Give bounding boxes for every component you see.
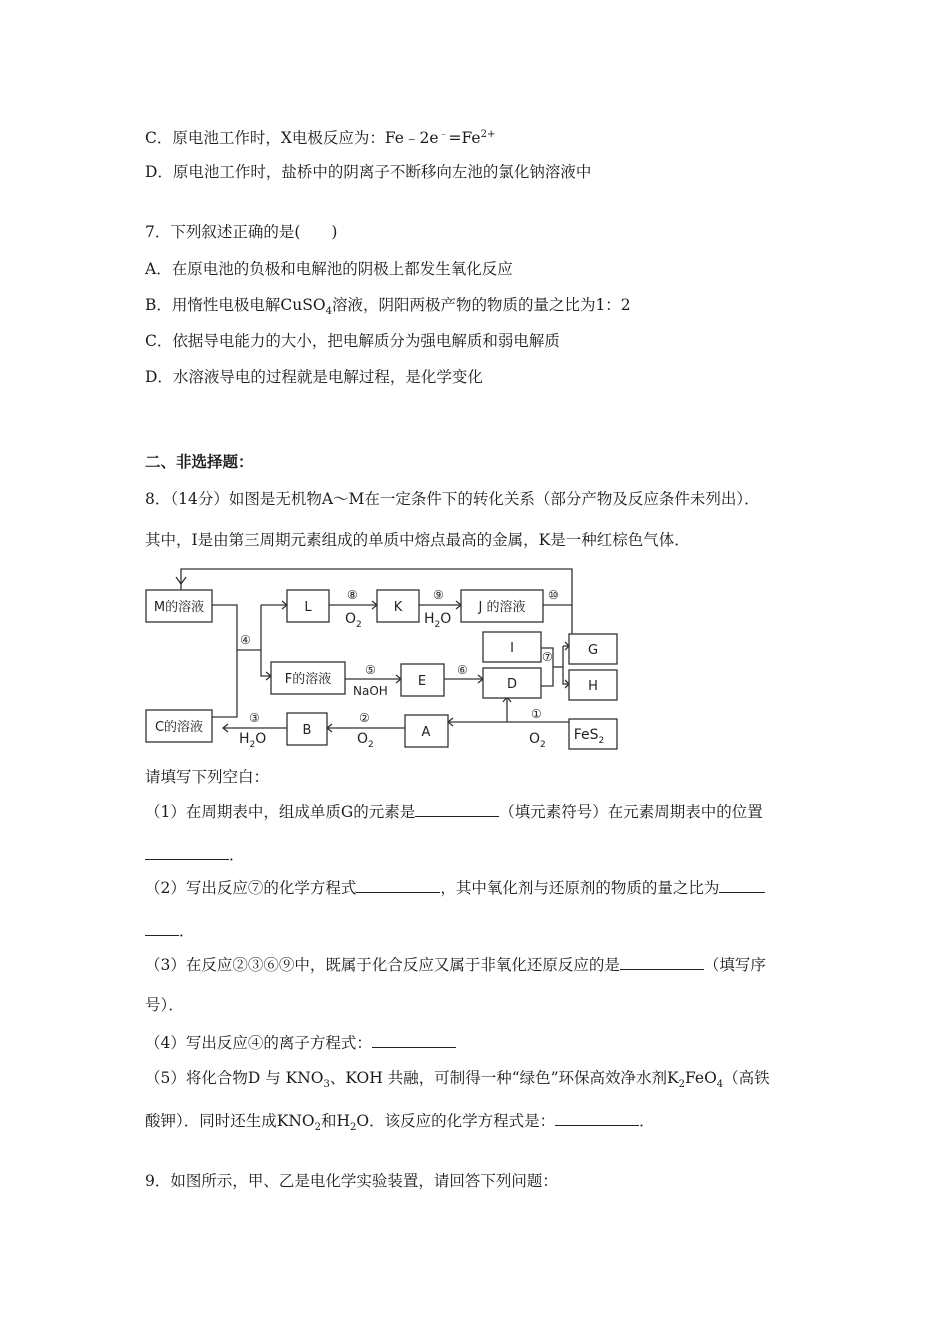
- q7-b-post: 溶液，阴阳两极产物的物质的量之比为1：2: [331, 296, 631, 314]
- reaction-9-label: ⑨: [433, 588, 444, 602]
- label-e: E: [417, 674, 427, 689]
- reaction-9-reagent: $H_2O$: [424, 611, 452, 630]
- q8-p5-sub-f: 2: [350, 1122, 357, 1134]
- q8-part-2-cont: [145, 921, 195, 941]
- label-a: A: [421, 725, 431, 740]
- q7-b-sub: 4: [325, 306, 332, 318]
- answer-blank-1b[interactable]: [145, 845, 229, 860]
- q9-stem: 9．如图所示，甲、乙是电化学实验装置，请回答下列问题：: [145, 1172, 558, 1190]
- reaction-3-reagent: $H_2O$: [239, 731, 267, 750]
- q7-option-d: D．水溶液导电的过程就是电解过程，是化学变化: [145, 368, 483, 386]
- q7-stem: 7．下列叙述正确的是( ): [145, 223, 338, 241]
- answer-blank-2b[interactable]: [719, 878, 765, 893]
- label-k: K: [393, 600, 403, 615]
- reaction-7-label: ⑦: [542, 650, 553, 664]
- q8-p5-text-b: 、KOH 共融，可制得一种“绿色”环保高效净水剂K: [329, 1069, 679, 1087]
- q8-p1-text-c: ．: [229, 846, 245, 864]
- reaction-2-reagent: $O_2$: [357, 731, 374, 750]
- q6-c-sup2: 2+: [480, 129, 496, 140]
- q8-p2-text-b: ，其中氧化剂与还原剂的物质的量之比为: [440, 879, 720, 897]
- reaction-5-label: ⑤: [365, 663, 376, 677]
- q6-c-mid: =Fe: [448, 129, 481, 148]
- q8-part-3-cont: 号）．: [145, 996, 184, 1014]
- q8-stem-1: 8．（14分）如图是无机物A～M在一定条件下的转化关系（部分产物及反应条件未列出）．: [145, 490, 760, 508]
- q8-prompt: 请填写下列空白：: [145, 768, 270, 786]
- q8-p5-sub-a: 3: [323, 1079, 330, 1091]
- q8-p5-text-c: FeO: [685, 1069, 717, 1087]
- answer-blank-5[interactable]: [555, 1111, 639, 1126]
- label-f: F的溶液: [284, 672, 332, 687]
- answer-blank-3[interactable]: [620, 955, 704, 970]
- q8-part-1: [145, 802, 763, 822]
- reaction-6-label: ⑥: [457, 663, 468, 677]
- q8-p5-text-h: ．: [639, 1112, 655, 1130]
- label-d: D: [506, 677, 518, 692]
- q8-part-5-cont: [145, 1111, 655, 1138]
- reaction-3-label: ③: [249, 711, 260, 725]
- label-l: L: [304, 600, 312, 615]
- wire-7-split: [563, 646, 569, 684]
- reaction-5-reagent: NaOH: [353, 684, 388, 698]
- label-j: J 的溶液: [478, 600, 526, 615]
- reaction-2-label: ②: [359, 711, 370, 725]
- reaction-4-label: ④: [240, 633, 251, 647]
- q8-part-3: [145, 955, 766, 975]
- q8-p2-text-a: （2）写出反应⑦的化学方程式: [145, 879, 357, 897]
- label-g: G: [587, 643, 599, 658]
- q8-p5-text-e: 酸钾）．同时还生成KNO: [145, 1112, 315, 1130]
- q8-p4-text: （4）写出反应④的离子方程式：: [145, 1034, 372, 1052]
- q7-option-c: C．依据导电能力的大小，把电解质分为强电解质和弱电解质: [145, 332, 560, 350]
- q8-part-4: [145, 1033, 456, 1053]
- answer-blank-1a[interactable]: [415, 802, 499, 817]
- q8-p5-text-d: （高铁: [723, 1069, 770, 1087]
- q8-p1-text-b: （填元素符号）在元素周期表中的位置: [499, 803, 763, 821]
- q8-p5-sub-c: 4: [716, 1079, 724, 1091]
- q8-p3-text-a: （3）在反应②③⑥⑨中，既属于化合反应又属于非氧化还原反应的是: [145, 956, 620, 974]
- section-heading: 二、非选择题：: [145, 453, 254, 471]
- q7-option-a: A．在原电池的负极和电解池的阴极上都发生氧化反应: [145, 260, 513, 278]
- q6-option-c: [145, 125, 495, 148]
- label-i: I: [510, 641, 514, 656]
- reaction-1-label: ①: [531, 707, 542, 721]
- q8-p5-sub-b: 2: [678, 1079, 685, 1091]
- q8-p1-text-a: （1）在周期表中，组成单质G的元素是: [145, 803, 416, 821]
- wire-m-c: [212, 605, 237, 717]
- q6-c-sup1: ﹣: [438, 129, 449, 140]
- conversion-diagram: [143, 562, 623, 752]
- q8-p2-text-c: ．: [179, 922, 195, 940]
- answer-blank-2b-cont[interactable]: [145, 921, 179, 936]
- label-c: C的溶液: [154, 720, 204, 735]
- q8-p3-text-b: （填写序: [703, 956, 766, 974]
- q8-p5-text-a: （5）将化合物D 与 KNO: [145, 1069, 324, 1087]
- answer-blank-2a[interactable]: [356, 878, 440, 893]
- label-h: H: [588, 679, 598, 694]
- label-m: M的溶液: [153, 600, 205, 615]
- q8-p5-text-f: 和H: [320, 1112, 351, 1130]
- reaction-8-label: ⑧: [347, 588, 358, 602]
- q6-option-d: D．原电池工作时，盐桥中的阴离子不断移向左池的氯化钠溶液中: [145, 163, 592, 181]
- q8-p5-sub-e: 2: [314, 1122, 321, 1134]
- label-b: B: [302, 723, 312, 738]
- q8-part-1-cont: [145, 845, 245, 865]
- answer-blank-4[interactable]: [372, 1033, 456, 1048]
- reaction-1-reagent: $O_2$: [529, 731, 546, 750]
- q8-stem-2: 其中，I是由第三周期元素组成的单质中熔点最高的金属，K是一种红棕色气体．: [145, 531, 690, 549]
- q7-b-pre: B．用惰性电极电解CuSO: [145, 296, 326, 314]
- q6-c-text: C．原电池工作时，X电极反应为：Fe﹣2e: [145, 129, 439, 148]
- reaction-10-label: ⑩: [548, 588, 559, 602]
- q8-p5-text-g: O．该反应的化学方程式是：: [356, 1112, 556, 1130]
- q8-part-2: [145, 878, 765, 898]
- wire-4-split: [261, 605, 271, 676]
- q8-part-5: [145, 1068, 770, 1095]
- label-fes2: FeS$_2$: [573, 727, 605, 746]
- reaction-8-reagent: $O_2$: [345, 611, 362, 630]
- q7-option-b: [145, 295, 631, 322]
